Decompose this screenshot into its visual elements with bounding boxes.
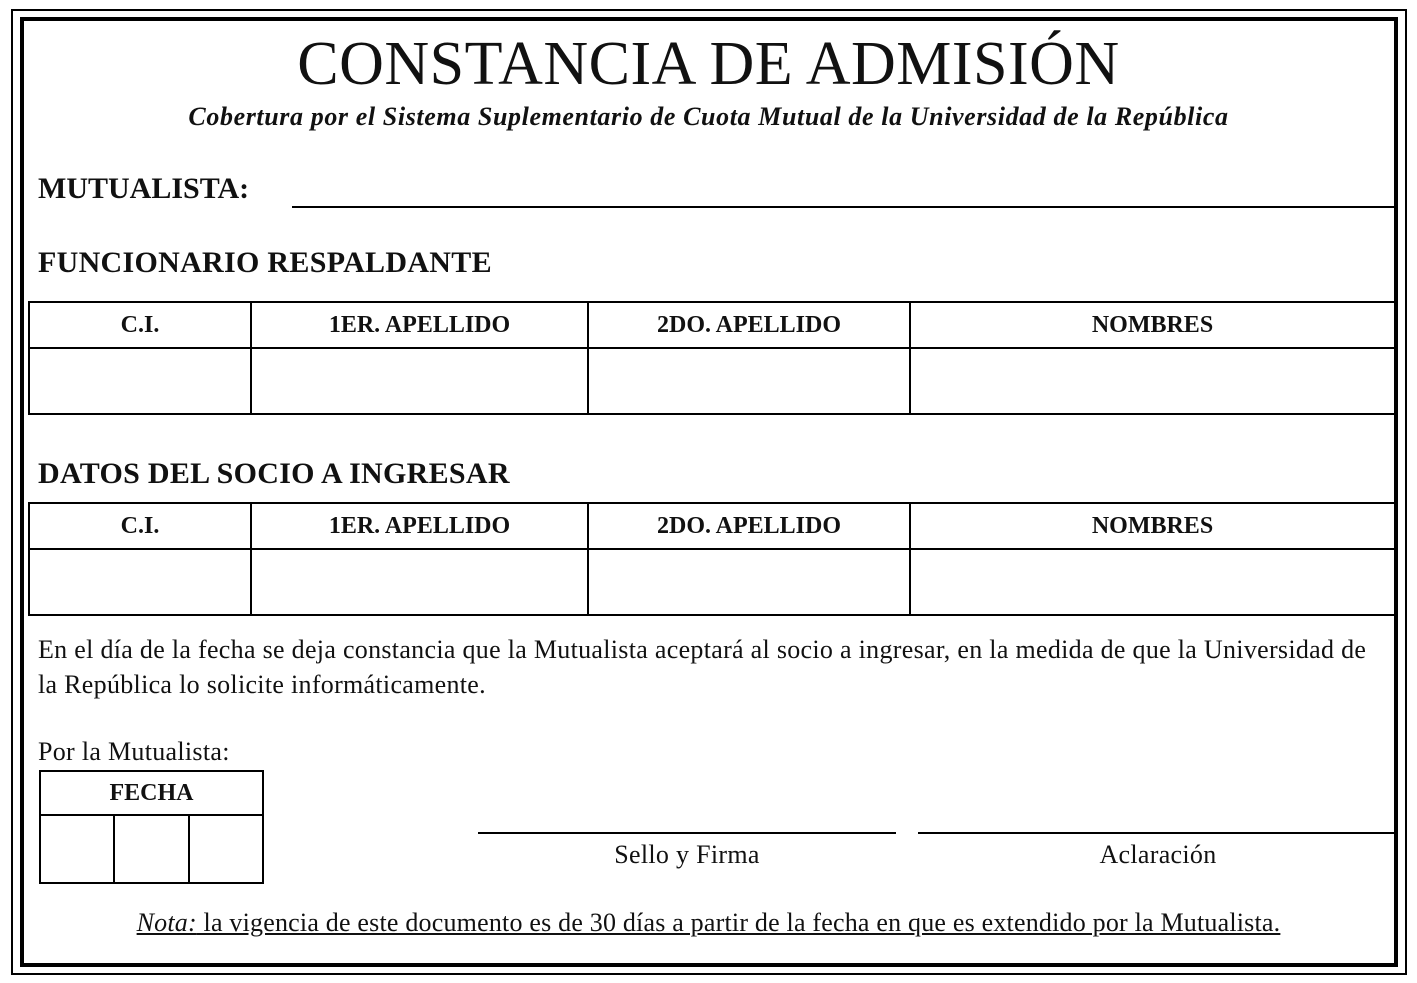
aclaracion-line[interactable] bbox=[918, 832, 1394, 834]
socio-apellido2-cell bbox=[588, 549, 910, 615]
socio-nombres-input[interactable] bbox=[911, 550, 1394, 614]
funcionario-nombres-header: NOMBRES bbox=[910, 302, 1395, 348]
fecha-year-cell bbox=[189, 815, 263, 883]
funcionario-ci-input[interactable] bbox=[30, 349, 250, 413]
fecha-box bbox=[39, 770, 264, 884]
aclaracion-label: Aclaración bbox=[1099, 840, 1217, 869]
socio-apellido2-input[interactable] bbox=[589, 550, 909, 614]
funcionario-table bbox=[28, 301, 1396, 415]
socio-nombres-header: NOMBRES bbox=[910, 503, 1395, 549]
note-text: la vigencia de este documento es de 30 días a partir de la fecha en que es extendido por la Mutualista. bbox=[196, 908, 1281, 937]
funcionario-heading: FUNCIONARIO RESPALDANTE bbox=[38, 246, 492, 279]
fecha-header: FECHA bbox=[40, 771, 263, 815]
fecha-year-input[interactable] bbox=[190, 816, 262, 882]
funcionario-apellido2-header: 2DO. APELLIDO bbox=[588, 302, 910, 348]
note-prefix: Nota: bbox=[136, 908, 197, 937]
fecha-month-input[interactable] bbox=[115, 816, 187, 882]
sello-firma-label: Sello y Firma bbox=[614, 840, 760, 869]
socio-heading: DATOS DEL SOCIO A INGRESAR bbox=[38, 457, 510, 490]
socio-ci-cell bbox=[29, 549, 251, 615]
fecha-day-input[interactable] bbox=[41, 816, 113, 882]
mutualista-field[interactable] bbox=[292, 206, 1394, 208]
funcionario-apellido1-cell bbox=[251, 348, 588, 414]
socio-ci-header: C.I. bbox=[29, 503, 251, 549]
funcionario-apellido2-cell bbox=[588, 348, 910, 414]
fecha-month-cell bbox=[114, 815, 188, 883]
socio-ci-input[interactable] bbox=[30, 550, 250, 614]
socio-apellido1-header: 1ER. APELLIDO bbox=[251, 503, 588, 549]
funcionario-nombres-cell bbox=[910, 348, 1395, 414]
socio-nombres-cell bbox=[910, 549, 1395, 615]
mutualista-label: MUTUALISTA: bbox=[38, 172, 250, 205]
funcionario-apellido1-header: 1ER. APELLIDO bbox=[251, 302, 588, 348]
por-mutualista-label: Por la Mutualista: bbox=[38, 737, 230, 766]
document-subtitle: Cobertura por el Sistema Suplementario de Cuota Mutual de la Universidad de la República bbox=[188, 102, 1229, 131]
fecha-day-cell bbox=[40, 815, 114, 883]
socio-table bbox=[28, 502, 1396, 616]
socio-apellido1-cell bbox=[251, 549, 588, 615]
socio-apellido1-input[interactable] bbox=[252, 550, 587, 614]
funcionario-apellido2-input[interactable] bbox=[589, 349, 909, 413]
sello-firma-line[interactable] bbox=[478, 832, 896, 834]
document-title: CONSTANCIA DE ADMISIÓN bbox=[297, 30, 1120, 98]
funcionario-ci-cell bbox=[29, 348, 251, 414]
funcionario-apellido1-input[interactable] bbox=[252, 349, 587, 413]
funcionario-ci-header: C.I. bbox=[29, 302, 251, 348]
funcionario-nombres-input[interactable] bbox=[911, 349, 1394, 413]
socio-apellido2-header: 2DO. APELLIDO bbox=[588, 503, 910, 549]
validity-note bbox=[0, 906, 1417, 940]
constancia-text: En el día de la fecha se deja constancia que la Mutualista aceptará al socio a ingresar, en la medida de que la Universidad de la República lo solicite informáticamente. bbox=[38, 635, 1367, 699]
